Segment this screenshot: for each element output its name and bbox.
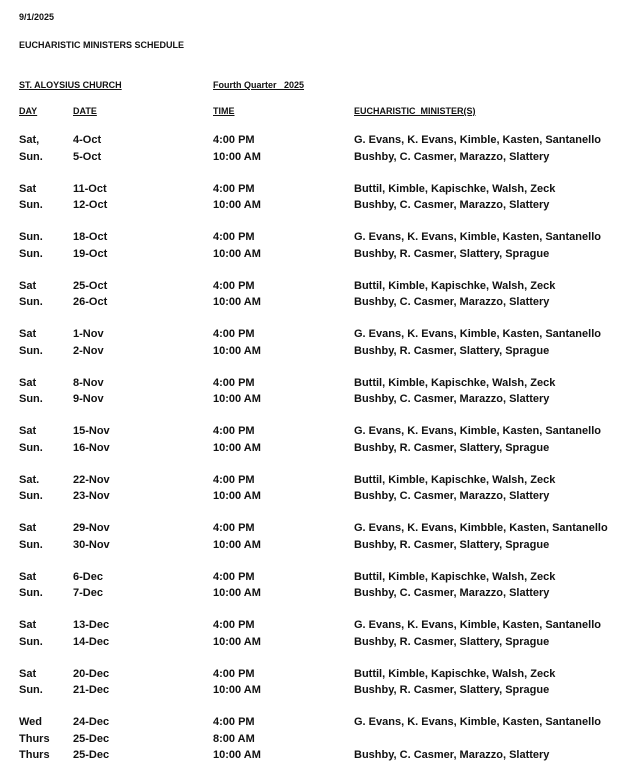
ministers-cell: Bushby, C. Casmer, Marazzo, Slattery <box>354 199 550 211</box>
table-row <box>0 294 641 310</box>
date-cell: 29-Nov <box>73 522 110 534</box>
time-cell: 4:00 PM <box>213 134 255 146</box>
time-cell: 8:00 AM <box>213 733 255 745</box>
table-row <box>0 472 641 488</box>
day-cell: Sat <box>19 570 37 583</box>
day-cell: Sun. <box>19 199 43 211</box>
day-cell: Sun. <box>19 296 43 308</box>
day-cell: Sun. <box>19 150 43 163</box>
time-cell: 10:00 AM <box>213 150 261 163</box>
table-row <box>0 714 641 730</box>
time-cell: 4:00 PM <box>213 619 255 631</box>
day-cell: Sat <box>19 328 37 340</box>
ministers-cell: G. Evans, K. Evans, Kimbble, Kasten, Santanello <box>354 522 608 534</box>
date-cell: 26-Oct <box>73 296 108 308</box>
day-cell: Sun. <box>19 635 43 648</box>
table-row <box>0 278 641 294</box>
time-cell: 10:00 AM <box>213 587 261 599</box>
table-row <box>0 537 641 553</box>
date-cell: 19-Oct <box>73 247 108 260</box>
column-header-date: DATE <box>73 106 97 116</box>
table-row <box>0 343 641 359</box>
day-cell: Sat <box>19 425 37 437</box>
day-cell: Sat <box>19 279 37 292</box>
ministers-cell: Buttil, Kimble, Kapischke, Walsh, Zeck <box>354 182 556 195</box>
date-cell: 1-Nov <box>73 328 104 340</box>
table-row <box>0 229 641 245</box>
ministers-cell: G. Evans, K. Evans, Kimble, Kasten, Santanello <box>354 425 601 437</box>
date-cell: 4-Oct <box>73 134 102 146</box>
table-row <box>0 132 641 148</box>
time-cell: 4:00 PM <box>213 473 255 486</box>
day-cell: Sat <box>19 667 37 680</box>
table-row <box>0 634 641 650</box>
quarter-label: Fourth Quarter 2025 <box>213 80 305 90</box>
time-cell: 4:00 PM <box>213 716 255 728</box>
time-cell: 10:00 AM <box>213 684 261 696</box>
time-cell: 4:00 PM <box>213 279 255 292</box>
column-header-time: TIME <box>213 106 235 116</box>
ministers-cell: Buttil, Kimble, Kapischke, Walsh, Zeck <box>354 570 556 583</box>
time-cell: 10:00 AM <box>213 490 261 502</box>
table-row <box>0 747 641 763</box>
day-cell: Sun. <box>19 441 43 454</box>
document-title: EUCHARISTIC MINISTERS SCHEDULE <box>19 40 185 50</box>
time-cell: 10:00 AM <box>213 199 261 211</box>
day-cell: Sun. <box>19 393 43 405</box>
ministers-cell: G. Evans, K. Evans, Kimble, Kasten, Santanello <box>354 134 601 146</box>
ministers-cell: G. Evans, K. Evans, Kimble, Kasten, Santanello <box>354 716 601 728</box>
table-row <box>0 246 641 262</box>
date-cell: 6-Dec <box>73 570 103 583</box>
date-cell: 16-Nov <box>73 441 110 454</box>
time-cell: 4:00 PM <box>213 182 255 195</box>
date-cell: 13-Dec <box>73 619 110 631</box>
ministers-cell: Buttil, Kimble, Kapischke, Walsh, Zeck <box>354 279 556 292</box>
ministers-cell: Bushby, R. Casmer, Slattery, Sprague <box>354 441 550 454</box>
ministers-cell: Bushby, R. Casmer, Slattery, Sprague <box>354 684 550 696</box>
table-row <box>0 617 641 633</box>
day-cell: Sun. <box>19 587 43 599</box>
table-row <box>0 197 641 213</box>
day-cell: Sun. <box>19 684 43 696</box>
day-cell: Sat <box>19 619 37 631</box>
date-cell: 11-Oct <box>73 182 107 195</box>
date-cell: 2-Nov <box>73 344 104 357</box>
time-cell: 10:00 AM <box>213 538 261 551</box>
ministers-cell: Bushby, R. Casmer, Slattery, Sprague <box>354 247 550 260</box>
time-cell: 4:00 PM <box>213 376 255 389</box>
ministers-cell: Bushby, C. Casmer, Marazzo, Slattery <box>354 490 550 502</box>
time-cell: 10:00 AM <box>213 247 261 260</box>
date-cell: 12-Oct <box>73 199 108 211</box>
date-cell: 21-Dec <box>73 684 110 696</box>
table-row <box>0 569 641 585</box>
ministers-cell: G. Evans, K. Evans, Kimble, Kasten, Santanello <box>354 619 601 631</box>
time-cell: 10:00 AM <box>213 344 261 357</box>
date-cell: 24-Dec <box>73 716 110 728</box>
time-cell: 4:00 PM <box>213 667 255 680</box>
table-row <box>0 375 641 391</box>
date-cell: 22-Nov <box>73 473 110 486</box>
day-cell: Sat <box>19 182 37 195</box>
date-cell: 8-Nov <box>73 376 104 389</box>
day-cell: Thurs <box>19 749 50 761</box>
date-cell: 14-Dec <box>73 635 110 648</box>
table-row <box>0 440 641 456</box>
day-cell: Sun. <box>19 344 43 357</box>
ministers-cell: Bushby, C. Casmer, Marazzo, Slattery <box>354 587 550 599</box>
column-header-ministers: EUCHARISTIC MINISTER(S) <box>354 106 476 116</box>
ministers-cell: G. Evans, K. Evans, Kimble, Kasten, Santanello <box>354 328 601 340</box>
table-row <box>0 423 641 439</box>
time-cell: 10:00 AM <box>213 635 261 648</box>
time-cell: 10:00 AM <box>213 749 261 761</box>
date-cell: 5-Oct <box>73 150 102 163</box>
date-cell: 7-Dec <box>73 587 103 599</box>
date-cell: 15-Nov <box>73 425 110 437</box>
day-cell: Sat. <box>19 473 40 486</box>
table-row <box>0 585 641 601</box>
ministers-cell: Bushby, C. Casmer, Marazzo, Slattery <box>354 150 550 163</box>
table-row <box>0 149 641 165</box>
day-cell: Sat, <box>19 134 40 146</box>
time-cell: 4:00 PM <box>213 425 255 437</box>
day-cell: Sun. <box>19 247 43 260</box>
table-row <box>0 488 641 504</box>
table-row <box>0 391 641 407</box>
ministers-cell: Bushby, R. Casmer, Slattery, Sprague <box>354 635 550 648</box>
date-cell: 30-Nov <box>73 538 110 551</box>
column-header-day: DAY <box>19 106 38 116</box>
ministers-cell: Buttil, Kimble, Kapischke, Walsh, Zeck <box>354 376 556 389</box>
day-cell: Sun. <box>19 231 43 243</box>
table-row <box>0 731 641 747</box>
table-row <box>0 682 641 698</box>
table-row <box>0 326 641 342</box>
day-cell: Sat <box>19 376 37 389</box>
date-cell: 25-Dec <box>73 733 110 745</box>
time-cell: 4:00 PM <box>213 328 255 340</box>
date-cell: 20-Dec <box>73 667 110 680</box>
time-cell: 10:00 AM <box>213 393 261 405</box>
date-cell: 23-Nov <box>73 490 110 502</box>
time-cell: 4:00 PM <box>213 231 255 243</box>
date-cell: 25-Dec <box>73 749 110 761</box>
day-cell: Sat <box>19 522 37 534</box>
date-cell: 18-Oct <box>73 231 108 243</box>
ministers-cell: Bushby, C. Casmer, Marazzo, Slattery <box>354 393 550 405</box>
ministers-cell: Buttil, Kimble, Kapischke, Walsh, Zeck <box>354 473 556 486</box>
ministers-cell: Bushby, C. Casmer, Marazzo, Slattery <box>354 296 550 308</box>
table-row <box>0 666 641 682</box>
time-cell: 10:00 AM <box>213 296 261 308</box>
ministers-cell: G. Evans, K. Evans, Kimble, Kasten, Santanello <box>354 231 601 243</box>
ministers-cell: Bushby, C. Casmer, Marazzo, Slattery <box>354 749 550 761</box>
day-cell: Sun. <box>19 538 43 551</box>
time-cell: 4:00 PM <box>213 570 255 583</box>
time-cell: 4:00 PM <box>213 522 255 534</box>
church-name: ST. ALOYSIUS CHURCH <box>19 80 122 90</box>
ministers-cell: Bushby, R. Casmer, Slattery, Sprague <box>354 344 550 357</box>
ministers-cell: Buttil, Kimble, Kapischke, Walsh, Zeck <box>354 667 556 680</box>
time-cell: 10:00 AM <box>213 441 261 454</box>
document-date: 9/1/2025 <box>19 12 55 22</box>
day-cell: Wed <box>19 716 43 728</box>
table-row <box>0 520 641 536</box>
day-cell: Sun. <box>19 490 43 502</box>
date-cell: 9-Nov <box>73 393 104 405</box>
date-cell: 25-Oct <box>73 279 108 292</box>
ministers-cell: Bushby, R. Casmer, Slattery, Sprague <box>354 538 550 551</box>
table-row <box>0 181 641 197</box>
day-cell: Thurs <box>19 733 50 745</box>
